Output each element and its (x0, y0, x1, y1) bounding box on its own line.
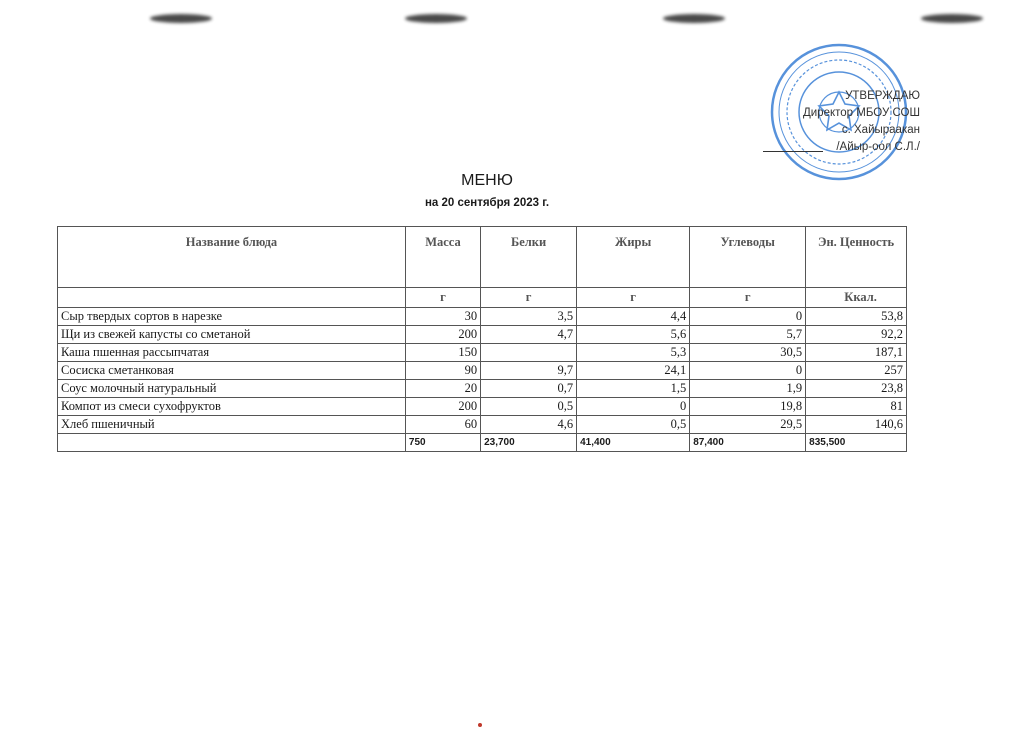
scan-smudge (921, 14, 983, 23)
protein-cell: 9,7 (481, 362, 577, 380)
fat-cell: 1,5 (577, 380, 690, 398)
totals-row (58, 434, 907, 452)
column-header: Углеводы (690, 227, 806, 288)
approval-block (800, 88, 920, 156)
protein-cell: 0,5 (481, 398, 577, 416)
dish-name: Хлеб пшеничный (58, 416, 406, 434)
carbs-cell: 29,5 (690, 416, 806, 434)
total-energy: 835,500 (806, 434, 907, 452)
mass-cell: 90 (405, 362, 480, 380)
fat-cell: 0 (577, 398, 690, 416)
scan-smudge (150, 14, 212, 23)
unit-cell: г (481, 288, 577, 308)
dish-name: Щи из свежей капусты со сметаной (58, 326, 406, 344)
table-row (58, 416, 907, 434)
approval-line: Директор МБОУ СОШ (802, 107, 920, 119)
mass-cell: 20 (405, 380, 480, 398)
signature-line (763, 151, 823, 152)
scan-smudge (663, 14, 725, 23)
energy-cell: 53,8 (806, 308, 907, 326)
protein-cell: 3,5 (481, 308, 577, 326)
energy-cell: 92,2 (806, 326, 907, 344)
dish-name: Компот из смеси сухофруктов (58, 398, 406, 416)
column-header: Белки (481, 227, 577, 288)
table-row (58, 362, 907, 380)
approval-line: с. Хайыраакан (841, 124, 920, 136)
mass-cell: 200 (405, 398, 480, 416)
dish-name: Каша пшенная рассыпчатая (58, 344, 406, 362)
dish-name: Соус молочный натуральный (58, 380, 406, 398)
carbs-cell: 19,8 (690, 398, 806, 416)
protein-cell (481, 344, 577, 362)
energy-cell: 257 (806, 362, 907, 380)
table-row (58, 380, 907, 398)
total-protein: 23,700 (481, 434, 577, 452)
table-row (58, 398, 907, 416)
unit-cell (58, 288, 406, 308)
energy-cell: 187,1 (806, 344, 907, 362)
fat-cell: 24,1 (577, 362, 690, 380)
table-row (58, 308, 907, 326)
mass-cell: 150 (405, 344, 480, 362)
dish-name: Сосиска сметанковая (58, 362, 406, 380)
scan-smudge (405, 14, 467, 23)
energy-cell: 23,8 (806, 380, 907, 398)
approval-line: /Айыр-оол С.Л./ (836, 141, 920, 153)
protein-cell: 0,7 (481, 380, 577, 398)
dish-name: Сыр твердых сортов в нарезке (58, 308, 406, 326)
energy-cell: 140,6 (806, 416, 907, 434)
protein-cell: 4,6 (481, 416, 577, 434)
protein-cell: 4,7 (481, 326, 577, 344)
unit-cell: Ккал. (806, 288, 907, 308)
fat-cell: 0,5 (577, 416, 690, 434)
scan-speck (478, 723, 482, 727)
carbs-cell: 30,5 (690, 344, 806, 362)
page-title: МЕНЮ (461, 172, 513, 189)
table-row (58, 344, 907, 362)
table-row (58, 326, 907, 344)
carbs-cell: 1,9 (690, 380, 806, 398)
carbs-cell: 0 (690, 362, 806, 380)
carbs-cell: 0 (690, 308, 806, 326)
units-row (58, 288, 907, 308)
fat-cell: 5,6 (577, 326, 690, 344)
fat-cell: 4,4 (577, 308, 690, 326)
page-subtitle: на 20 сентября 2023 г. (424, 197, 550, 209)
mass-cell: 60 (405, 416, 480, 434)
header-row (58, 227, 907, 288)
total-carbs: 87,400 (690, 434, 806, 452)
totals-label-cell (58, 434, 406, 452)
column-header: Жиры (577, 227, 690, 288)
column-header: Название блюда (58, 227, 406, 288)
unit-cell: г (577, 288, 690, 308)
approval-line: УТВЕРЖДАЮ (845, 90, 920, 102)
mass-cell: 200 (405, 326, 480, 344)
energy-cell: 81 (806, 398, 907, 416)
unit-cell: г (405, 288, 480, 308)
total-mass: 750 (405, 434, 480, 452)
total-fat: 41,400 (577, 434, 690, 452)
unit-cell: г (690, 288, 806, 308)
column-header: Эн. Ценность (806, 227, 907, 288)
mass-cell: 30 (405, 308, 480, 326)
carbs-cell: 5,7 (690, 326, 806, 344)
fat-cell: 5,3 (577, 344, 690, 362)
menu-table (57, 226, 907, 452)
column-header: Масса (405, 227, 480, 288)
